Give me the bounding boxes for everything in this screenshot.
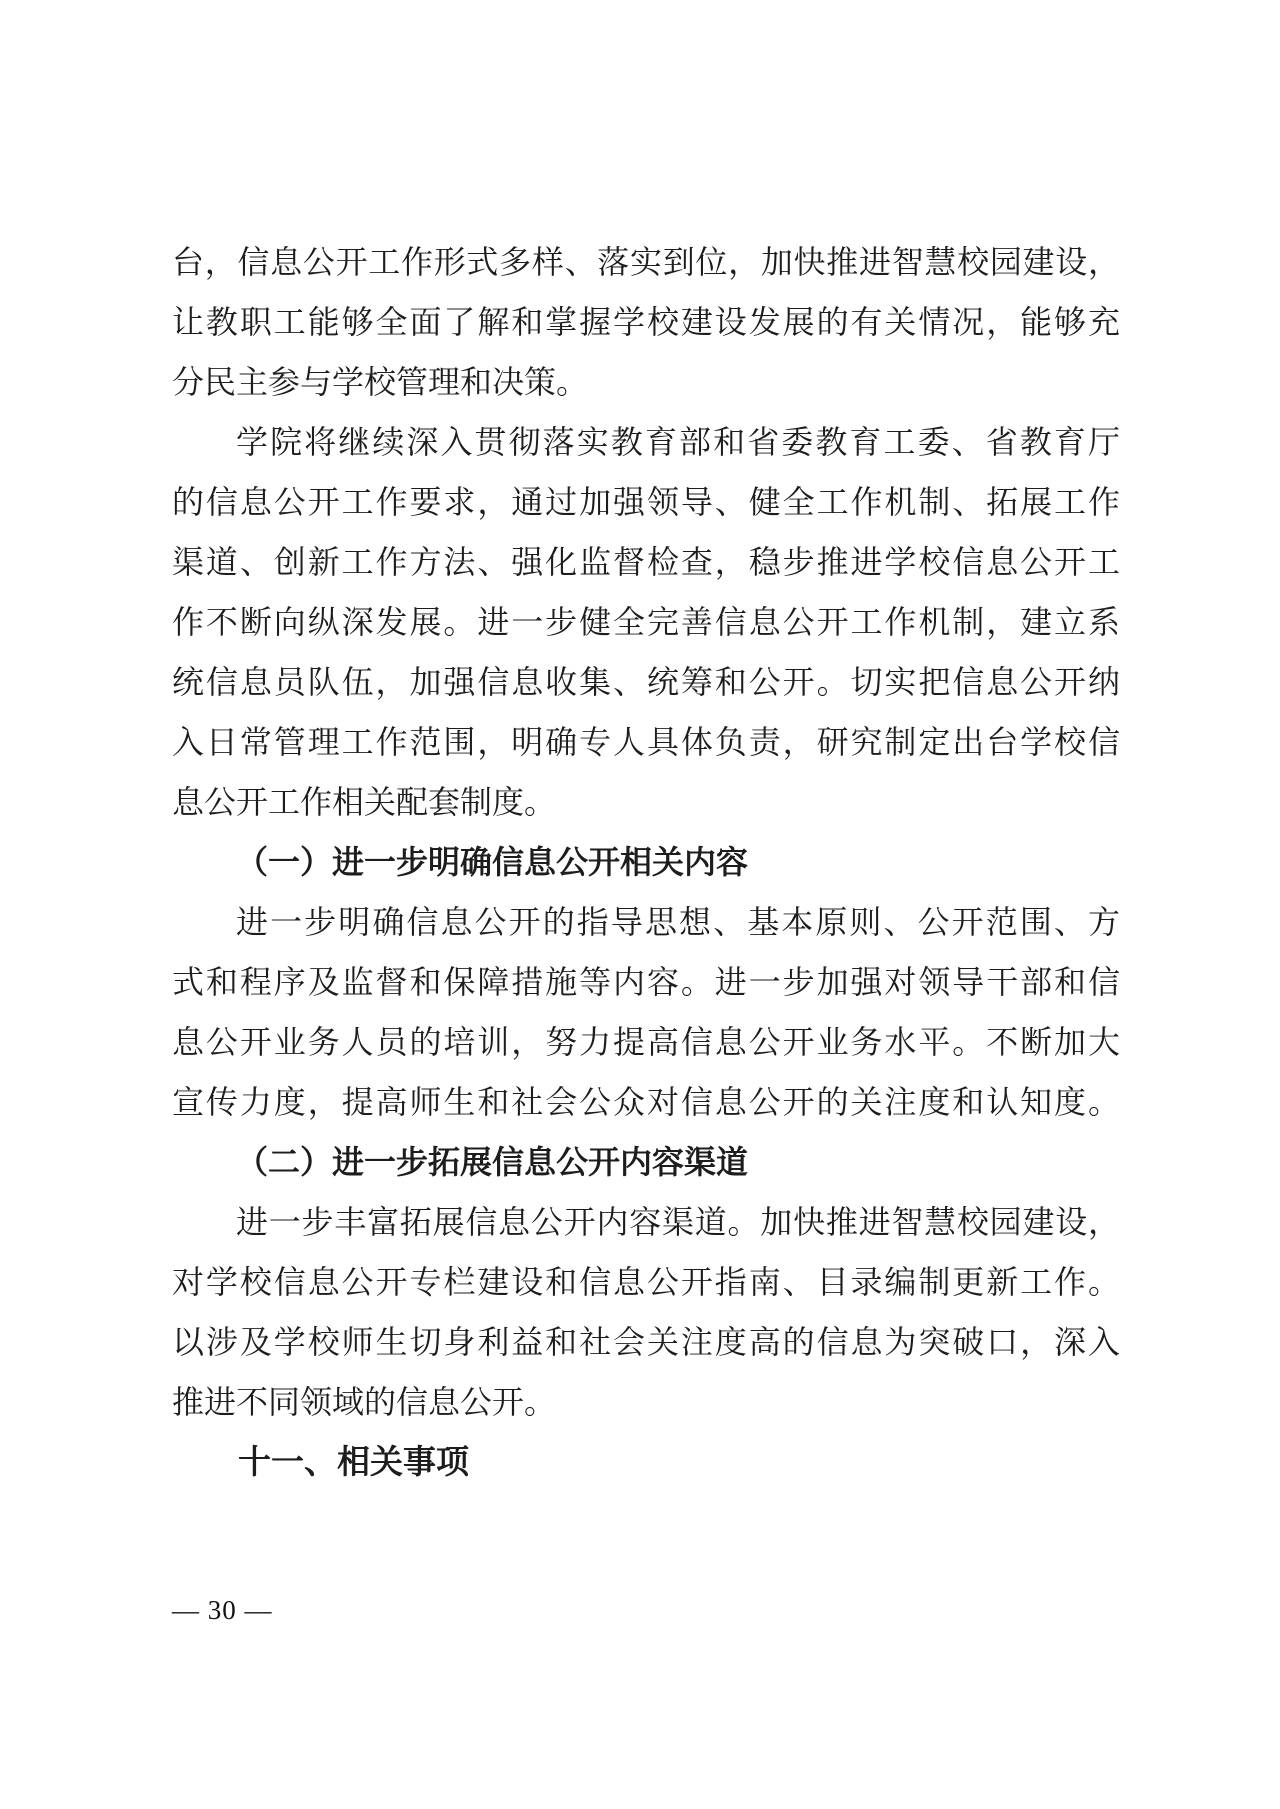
text-line: 统信息员队伍，加强信息收集、统筹和公开。切实把信息公开纳 (172, 664, 1120, 700)
section-heading: 十一、相关事项 (238, 1443, 469, 1480)
sub-heading: （二）进一步拓展信息公开内容渠道 (236, 1144, 749, 1180)
text-line: 学院将继续深入贯彻落实教育部和省委教育工委、省教育厅 (236, 424, 1120, 460)
text-line: 以涉及学校师生切身利益和社会关注度高的信息为突破口，深入 (172, 1324, 1120, 1360)
page-number: — 30 — (172, 1595, 273, 1625)
text-line: 推进不同领域的信息公开。 (172, 1384, 557, 1420)
text-line: 入日常管理工作范围，明确专人具体负责，研究制定出台学校信 (172, 724, 1120, 760)
text-line: 进一步丰富拓展信息公开内容渠道。加快推进智慧校园建设， (236, 1204, 1120, 1240)
text-line: 息公开业务人员的培训，努力提高信息公开业务水平。不断加大 (172, 1024, 1120, 1060)
text-line: 让教职工能够全面了解和掌握学校建设发展的有关情况，能够充 (172, 304, 1120, 340)
text-line: 的信息公开工作要求，通过加强领导、健全工作机制、拓展工作 (172, 484, 1120, 520)
text-line: 进一步明确信息公开的指导思想、基本原则、公开范围、方 (236, 904, 1120, 940)
text-line: 式和程序及监督和保障措施等内容。进一步加强对领导干部和信 (172, 964, 1120, 1000)
text-line: 作不断向纵深发展。进一步健全完善信息公开工作机制，建立系 (172, 604, 1120, 640)
sub-heading: （一）进一步明确信息公开相关内容 (236, 844, 749, 880)
text-line: 分民主参与学校管理和决策。 (172, 364, 589, 400)
text-line: 宣传力度，提高师生和社会公众对信息公开的关注度和认知度。 (172, 1084, 1120, 1120)
text-line: 息公开工作相关配套制度。 (172, 784, 557, 820)
text-line: 台，信息公开工作形式多样、落实到位，加快推进智慧校园建设， (172, 244, 1120, 280)
document-body (172, 232, 1120, 1492)
text-line: 对学校信息公开专栏建设和信息公开指南、目录编制更新工作。 (172, 1264, 1120, 1300)
text-line: 渠道、创新工作方法、强化监督检查，稳步推进学校信息公开工 (172, 544, 1120, 580)
